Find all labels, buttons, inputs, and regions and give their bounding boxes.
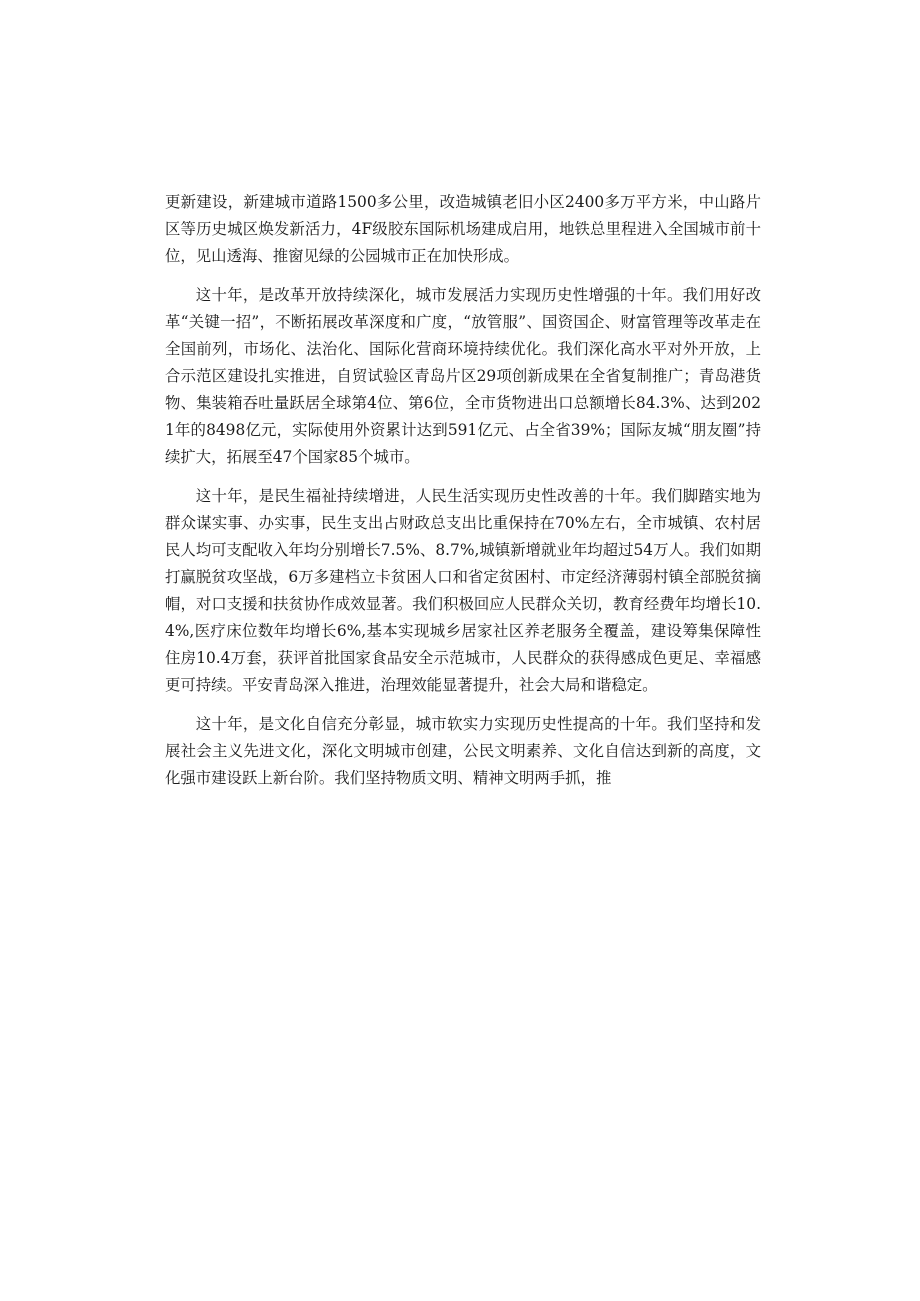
paragraph-1: 更新建设，新建城市道路1500多公里，改造城镇老旧小区2400多万平方米，中山路片区等历史城区焕发新活力，4F级胶东国际机场建成启用，地铁总里程进入全国城市前十位，见山透海、推窗见绿的公园城市正在加快形成。: [165, 193, 761, 265]
paragraph-4: 这十年，是文化自信充分彰显，城市软实力实现历史性提高的十年。我们坚持和发展社会主义先进文化，深化文明城市创建，公民文明素养、文化自信达到新的高度，文化强市建设跃上新台阶。我们坚持物质文明、精神文明两手抓，推: [165, 715, 761, 787]
document-body: [165, 189, 761, 804]
paragraph-2: 这十年，是改革开放持续深化，城市发展活力实现历史性增强的十年。我们用好改革“关键一招”，不断拓展改革深度和广度，“放管服”、国资国企、财富管理等改革走在全国前列，市场化、法治化、国际化营商环境持续优化。我们深化高水平对外开放，上合示范区建设扎实推进，自贸试验区青岛片区29项创新成果在全省复制推广；青岛港货物、集装箱吞吐量跃居全球第4位、第6位，全市货物进出口总额增长84.3%、达到2021年的8498亿元，实际使用外资累计达到591亿元、占全省39%；国际友城“朋友圈”持续扩大，拓展至47个国家85个城市。: [165, 286, 761, 466]
paragraph-3: 这十年，是民生福祉持续增进，人民生活实现历史性改善的十年。我们脚踏实地为群众谋实事、办实事，民生支出占财政总支出比重保持在70%左右，全市城镇、农村居民人均可支配收入年均分别增长7.5%、8.7%,城镇新增就业年均超过54万人。我们如期打赢脱贫攻坚战，6万多建档立卡贫困人口和省定贫困村、市定经济薄弱村镇全部脱贫摘帽，对口支援和扶贫协作成效显著。我们积极回应人民群众关切，教育经费年均增长10.4%,医疗床位数年均增长6%,基本实现城乡居家社区养老服务全覆盖，建设筹集保障性住房10.4万套，获评首批国家食品安全示范城市，人民群众的获得感成色更足、幸福感更可持续。平安青岛深入推进，治理效能显著提升，社会大局和谐稳定。: [165, 487, 761, 694]
